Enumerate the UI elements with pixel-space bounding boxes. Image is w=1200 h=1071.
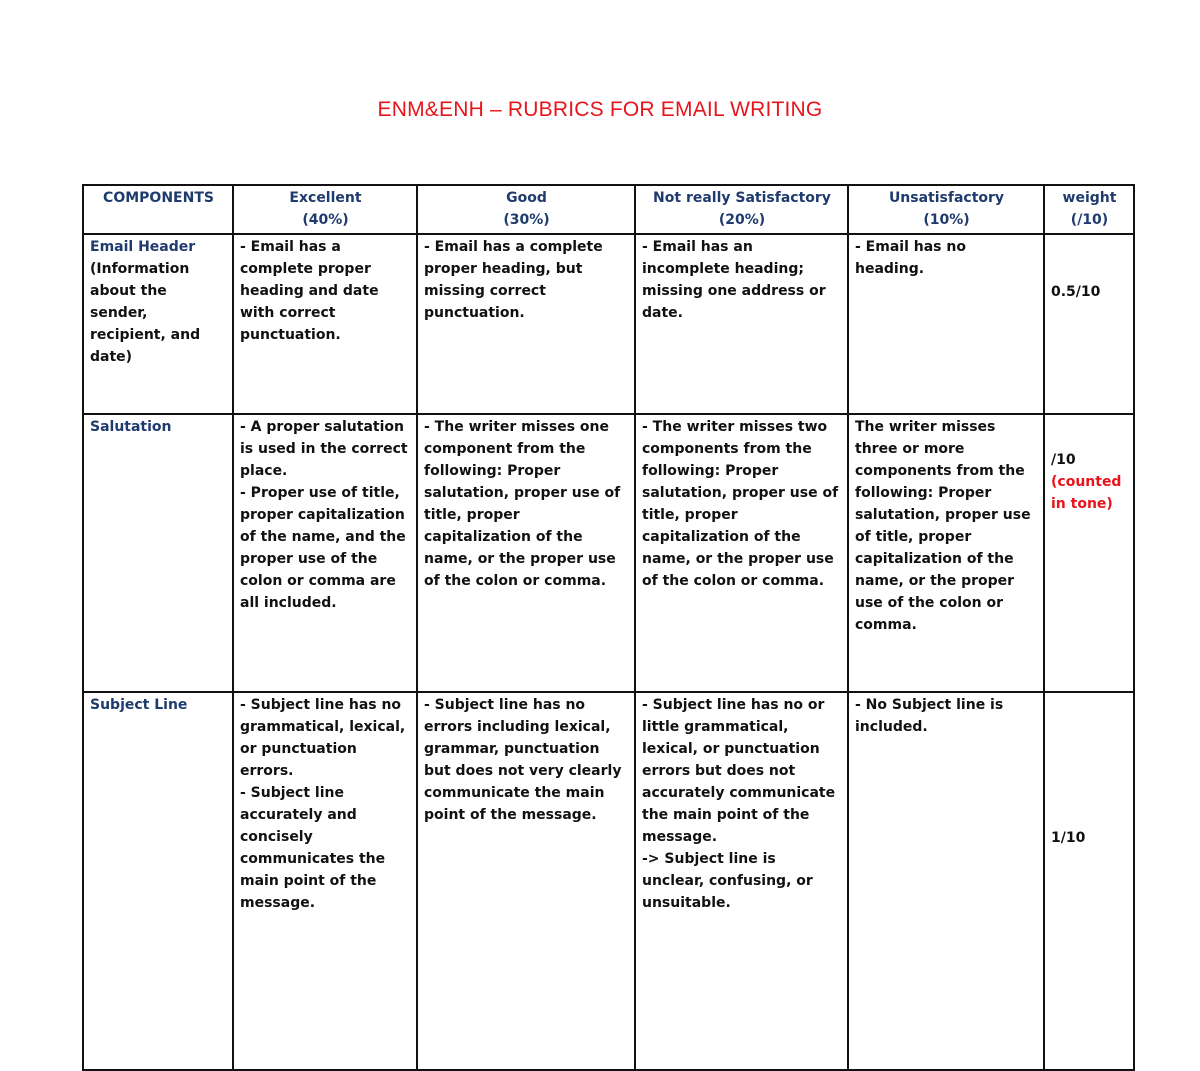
- good-cell: - Email has a complete proper heading, but missing correct punctuation.: [417, 234, 635, 414]
- excellent-cell: - A proper salutation is used in the correct place. - Proper use of title, proper capitalization of the name, and the proper use of the colon or comma are all included.: [233, 414, 417, 692]
- header-unsatisfactory: Unsatisfactory (10%): [848, 185, 1044, 234]
- header-good: Good (30%): [417, 185, 635, 234]
- not-really-satisfactory-cell: - Subject line has no or little grammatical, lexical, or punctuation errors but does not accurately communicate the main point of the message. -> Subject line is unclear, confusing, or unsuitable.: [635, 692, 848, 1070]
- component-cell: [83, 692, 233, 1070]
- rubric-table: [82, 184, 1135, 1071]
- weight-note: (counted in tone): [1051, 474, 1122, 512]
- header-excellent: Excellent (40%): [233, 185, 417, 234]
- table-row-email-header: [83, 234, 1134, 414]
- header-components: COMPONENTS: [83, 185, 233, 234]
- component-cell: [83, 414, 233, 692]
- page-title: ENM&ENH – RUBRICS FOR EMAIL WRITING: [377, 98, 823, 121]
- good-cell: - The writer misses one component from the following: Proper salutation, proper use of title, proper capitalization of the name, or the proper use of the colon or comma.: [417, 414, 635, 692]
- table-row-salutation: [83, 414, 1134, 692]
- excellent-cell: - Email has a complete proper heading and date with correct punctuation.: [233, 234, 417, 414]
- excellent-cell: - Subject line has no grammatical, lexical, or punctuation errors. - Subject line accurately and concisely communicates the main point of the message.: [233, 692, 417, 1070]
- header-weight: weight (/10): [1044, 185, 1134, 234]
- table-row-subject-line: [83, 692, 1134, 1070]
- component-cell: [83, 234, 233, 414]
- unsatisfactory-cell: The writer misses three or more components from the following: Proper salutation, proper use of title, proper capitalization of the name, or the proper use of the colon or comma.: [848, 414, 1044, 692]
- header-not-really-satisfactory: Not really Satisfactory (20%): [635, 185, 848, 234]
- weight-value: 0.5/10: [1051, 284, 1101, 300]
- not-really-satisfactory-cell: - Email has an incomplete heading; missing one address or date.: [635, 234, 848, 414]
- component-name: Subject Line: [90, 697, 188, 713]
- unsatisfactory-cell: - Email has no heading.: [848, 234, 1044, 414]
- component-name: Email Header: [90, 239, 196, 255]
- unsatisfactory-cell: - No Subject line is included.: [848, 692, 1044, 1070]
- weight-value: 1/10: [1051, 830, 1086, 846]
- table-header-row: [83, 185, 1134, 234]
- component-name: Salutation: [90, 419, 172, 435]
- weight-cell: [1044, 234, 1134, 414]
- weight-cell: [1044, 414, 1134, 692]
- weight-value: /10: [1051, 452, 1076, 468]
- not-really-satisfactory-cell: - The writer misses two components from the following: Proper salutation, proper use of title, proper capitalization of the name, or the proper use of the colon or comma.: [635, 414, 848, 692]
- good-cell: - Subject line has no errors including lexical, grammar, punctuation but does not very clearly communicate the main point of the message.: [417, 692, 635, 1070]
- weight-cell: [1044, 692, 1134, 1070]
- component-description: (Information about the sender, recipient, and date): [90, 261, 201, 365]
